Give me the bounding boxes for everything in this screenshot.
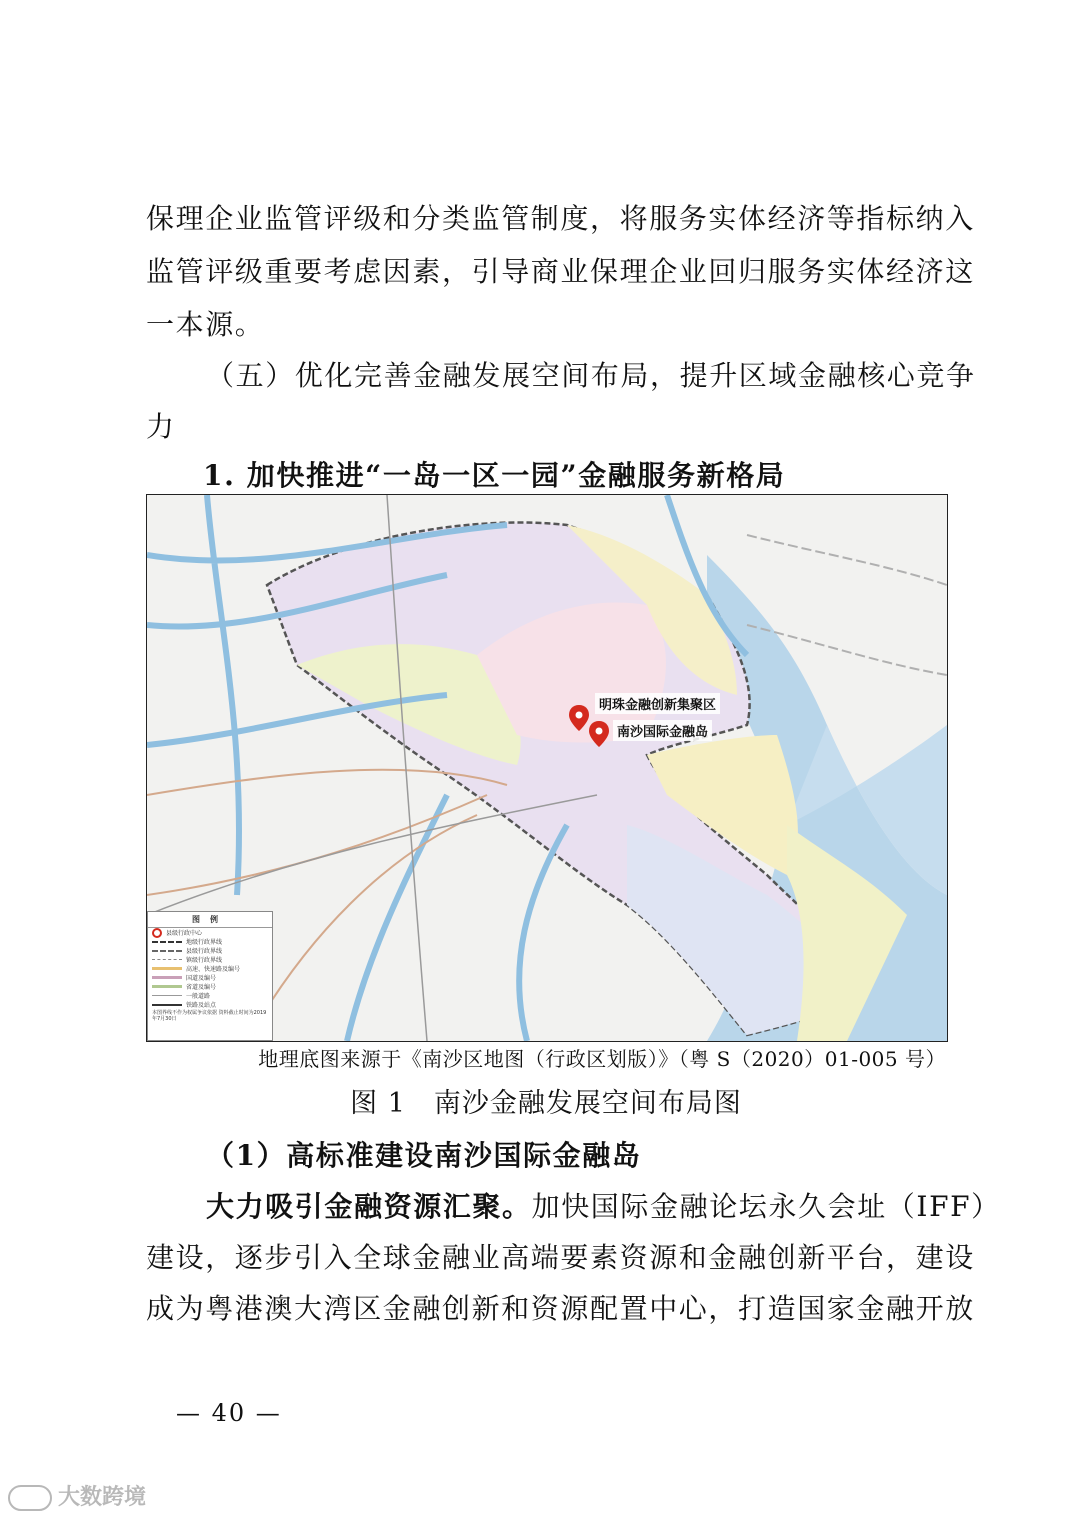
legend-item: 县级行政界线 [148, 946, 272, 955]
body-line-2: 监管评级重要考虑因素，引导商业保理企业回归服务实体经济这 [146, 255, 975, 288]
legend-item: 镇级行政界线 [148, 955, 272, 964]
heading-1-nansha-island: （1）高标准建设南沙国际金融岛 [206, 1139, 642, 1172]
legend-item: 国道及编号 [148, 973, 272, 982]
watermark [8, 1482, 146, 1514]
section-heading-5-line-2: 力 [146, 410, 176, 443]
body-line-1: 保理企业监管评级和分类监管制度，将服务实体经济等指标纳入 [146, 202, 975, 235]
section-heading-5-line-1: （五）优化完善金融发展空间布局，提升区域金融核心竞争 [206, 359, 976, 392]
legend-item: 铁路及站点 [148, 1000, 272, 1009]
para-line-1-rest: 加快国际金融论坛永久会址（IFF） [531, 1190, 1001, 1223]
figure-title: 图 1 南沙金融发展空间布局图 [350, 1088, 742, 1119]
para-line-2: 建设，逐步引入全球金融业高端要素资源和金融创新平台，建设 [146, 1241, 975, 1274]
page-number: — 40 — [176, 1399, 282, 1427]
legend-note: 本图界线不作为权属争议依据 资料截止时间为2019年7月30日 [152, 1010, 267, 1022]
para-lead: 大力吸引金融资源汇聚。 [206, 1190, 532, 1223]
subsection-heading-1: 1. 加快推进“一岛一区一园”金融服务新格局 [203, 459, 786, 492]
legend-item: 县级行政中心 [148, 928, 272, 937]
map-label-nansha-island: 南沙国际金融岛 [613, 720, 712, 741]
legend-item: 一般道路 [148, 991, 272, 1000]
map-label-mingzhu: 明珠金融创新集聚区 [595, 693, 720, 714]
para-line-1 [206, 1190, 1001, 1223]
legend-title: 图例 [148, 912, 272, 928]
watermark-text: 大数跨境 [58, 1485, 147, 1510]
map-source-caption: 地理底图来源于《南沙区地图（行政区划版）》（粤 S（2020）01-005 号） [258, 1047, 946, 1071]
watermark-logo-icon [8, 1485, 52, 1511]
body-line-3: 一本源。 [146, 308, 265, 341]
legend-item: 地级行政界线 [148, 937, 272, 946]
legend-item: 省道及编号 [148, 982, 272, 991]
map-legend [147, 911, 273, 1041]
legend-item: 高速、快速路及编号 [148, 964, 272, 973]
nansha-map [146, 494, 948, 1042]
para-line-3: 成为粤港澳大湾区金融创新和资源配置中心，打造国家金融开放 [146, 1292, 975, 1325]
